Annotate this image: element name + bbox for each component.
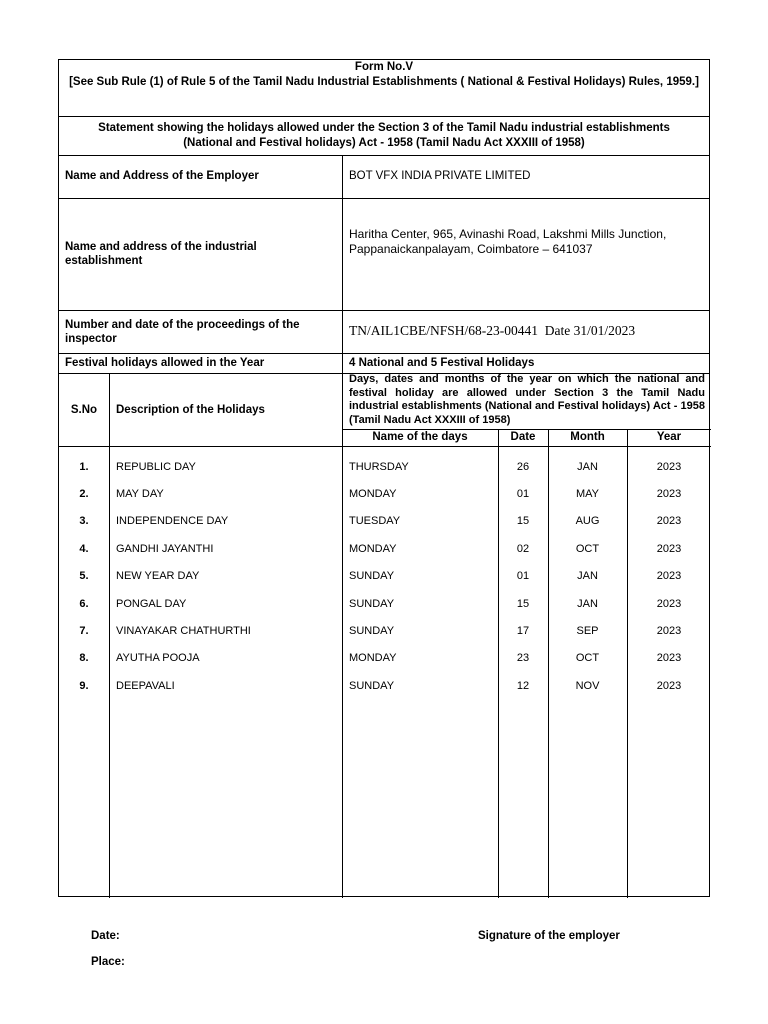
form-sub-rule: [See Sub Rule (1) of Rule 5 of the Tamil Nadu Industrial Establishments ( National & Festival Holidays) Rules, 1959.] <box>69 76 699 88</box>
row-desc: DEEPAVALI <box>116 680 175 692</box>
date-label: Date: <box>91 930 120 942</box>
row-month: JAN <box>577 598 598 610</box>
sno-header: S.No <box>70 404 98 416</box>
row-desc: MAY DAY <box>116 488 164 500</box>
row-day: MONDAY <box>349 652 397 664</box>
table-row <box>59 595 711 613</box>
place-label: Place: <box>91 956 125 968</box>
row-sno: 9. <box>79 680 89 692</box>
days-header: Days, dates and months of the year on which the national and festival holiday are allowed under Section 3 the Tamil Nadu industrial establishments (National and Festival holidays) Act - 1958 (Tamil Nadu Act XXXIII of 1958) <box>349 373 705 426</box>
table-row <box>59 677 711 695</box>
divider-header-bottom <box>59 446 711 447</box>
row-year: 2023 <box>656 543 682 555</box>
row-sno: 3. <box>79 515 89 527</box>
row-desc: REPUBLIC DAY <box>116 461 196 473</box>
row-day: MONDAY <box>349 543 397 555</box>
employer-value: BOT VFX INDIA PRIVATE LIMITED <box>349 170 531 182</box>
row-day: SUNDAY <box>349 625 395 637</box>
row-day: SUNDAY <box>349 570 395 582</box>
row-sno: 6. <box>79 598 89 610</box>
row-desc: VINAYAKAR CHATHURTHI <box>116 625 251 637</box>
festival-value: 4 National and 5 Festival Holidays <box>349 357 535 369</box>
festival-label: Festival holidays allowed in the Year <box>65 357 265 369</box>
row-date: 26 <box>516 461 530 473</box>
row-year: 2023 <box>656 625 682 637</box>
row-sno: 5. <box>79 570 89 582</box>
row-sno: 1. <box>79 461 89 473</box>
establishment-value: Haritha Center, 965, Avinashi Road, Lakshmi Mills Junction, Pappanaickanpalayam, Coimbatore – 641037 <box>349 227 667 256</box>
proceedings-row <box>59 311 709 354</box>
row-date: 23 <box>516 652 530 664</box>
row-desc: AYUTHA POOJA <box>116 652 200 664</box>
row-date: 17 <box>516 625 530 637</box>
row-day: MONDAY <box>349 488 397 500</box>
employer-label: Name and Address of the Employer <box>65 170 259 182</box>
row-sno: 2. <box>79 488 89 500</box>
row-year: 2023 <box>656 680 682 692</box>
row-year: 2023 <box>656 570 682 582</box>
table-row <box>59 512 711 530</box>
statement-text: Statement showing the holidays allowed under the Section 3 of the Tamil Nadu industrial establishments (National and Festival holidays) Act - 1958 (Tamil Nadu Act XXXIII of 1958) <box>98 122 670 149</box>
row-day: THURSDAY <box>349 461 409 473</box>
col-day-header: Name of the days <box>372 431 468 443</box>
row-year: 2023 <box>656 652 682 664</box>
establishment-label: Name and address of the industrial establishment <box>65 241 257 267</box>
table-row <box>59 485 711 503</box>
form-header <box>59 60 709 117</box>
row-year: 2023 <box>656 598 682 610</box>
row-month: AUG <box>575 515 600 527</box>
row-year: 2023 <box>656 461 682 473</box>
row-month: JAN <box>577 461 598 473</box>
row-date: 15 <box>516 598 530 610</box>
row-date: 01 <box>516 570 530 582</box>
signature-label: Signature of the employer <box>478 930 620 942</box>
row-month: JAN <box>577 570 598 582</box>
row-sno: 7. <box>79 625 89 637</box>
row-year: 2023 <box>656 515 682 527</box>
row-sno: 4. <box>79 543 89 555</box>
row-day: SUNDAY <box>349 680 395 692</box>
col-date-header: Date <box>510 431 536 443</box>
row-date: 15 <box>516 515 530 527</box>
row-month: SEP <box>576 625 599 637</box>
festival-row <box>59 354 709 374</box>
table-row <box>59 458 711 476</box>
proceedings-value: TN/AIL1CBE/NFSH/68-23-00441 Date 31/01/2023 <box>349 323 636 338</box>
establishment-row <box>59 199 709 311</box>
col-year-header: Year <box>656 431 682 443</box>
proceedings-label: Number and date of the proceedings of the inspector <box>65 319 300 345</box>
employer-row <box>59 156 709 199</box>
table-row <box>59 649 711 667</box>
holiday-form <box>58 59 710 897</box>
row-desc: GANDHI JAYANTHI <box>116 543 214 555</box>
table-row <box>59 540 711 558</box>
row-month: NOV <box>575 680 600 692</box>
form-number: Form No.V <box>354 61 414 73</box>
row-date: 02 <box>516 543 530 555</box>
row-month: OCT <box>575 652 600 664</box>
row-desc: INDEPENDENCE DAY <box>116 515 229 527</box>
row-date: 12 <box>516 680 530 692</box>
row-day: SUNDAY <box>349 598 395 610</box>
row-desc: PONGAL DAY <box>116 598 187 610</box>
row-day: TUESDAY <box>349 515 401 527</box>
row-year: 2023 <box>656 488 682 500</box>
row-desc: NEW YEAR DAY <box>116 570 200 582</box>
row-month: OCT <box>575 543 600 555</box>
row-date: 01 <box>516 488 530 500</box>
statement-row <box>59 117 709 156</box>
desc-header: Description of the Holidays <box>116 404 265 416</box>
table-row <box>59 567 711 585</box>
row-month: MAY <box>575 488 600 500</box>
row-sno: 8. <box>79 652 89 664</box>
divider-main <box>342 156 343 374</box>
col-month-header: Month <box>570 431 605 443</box>
table-row <box>59 622 711 640</box>
